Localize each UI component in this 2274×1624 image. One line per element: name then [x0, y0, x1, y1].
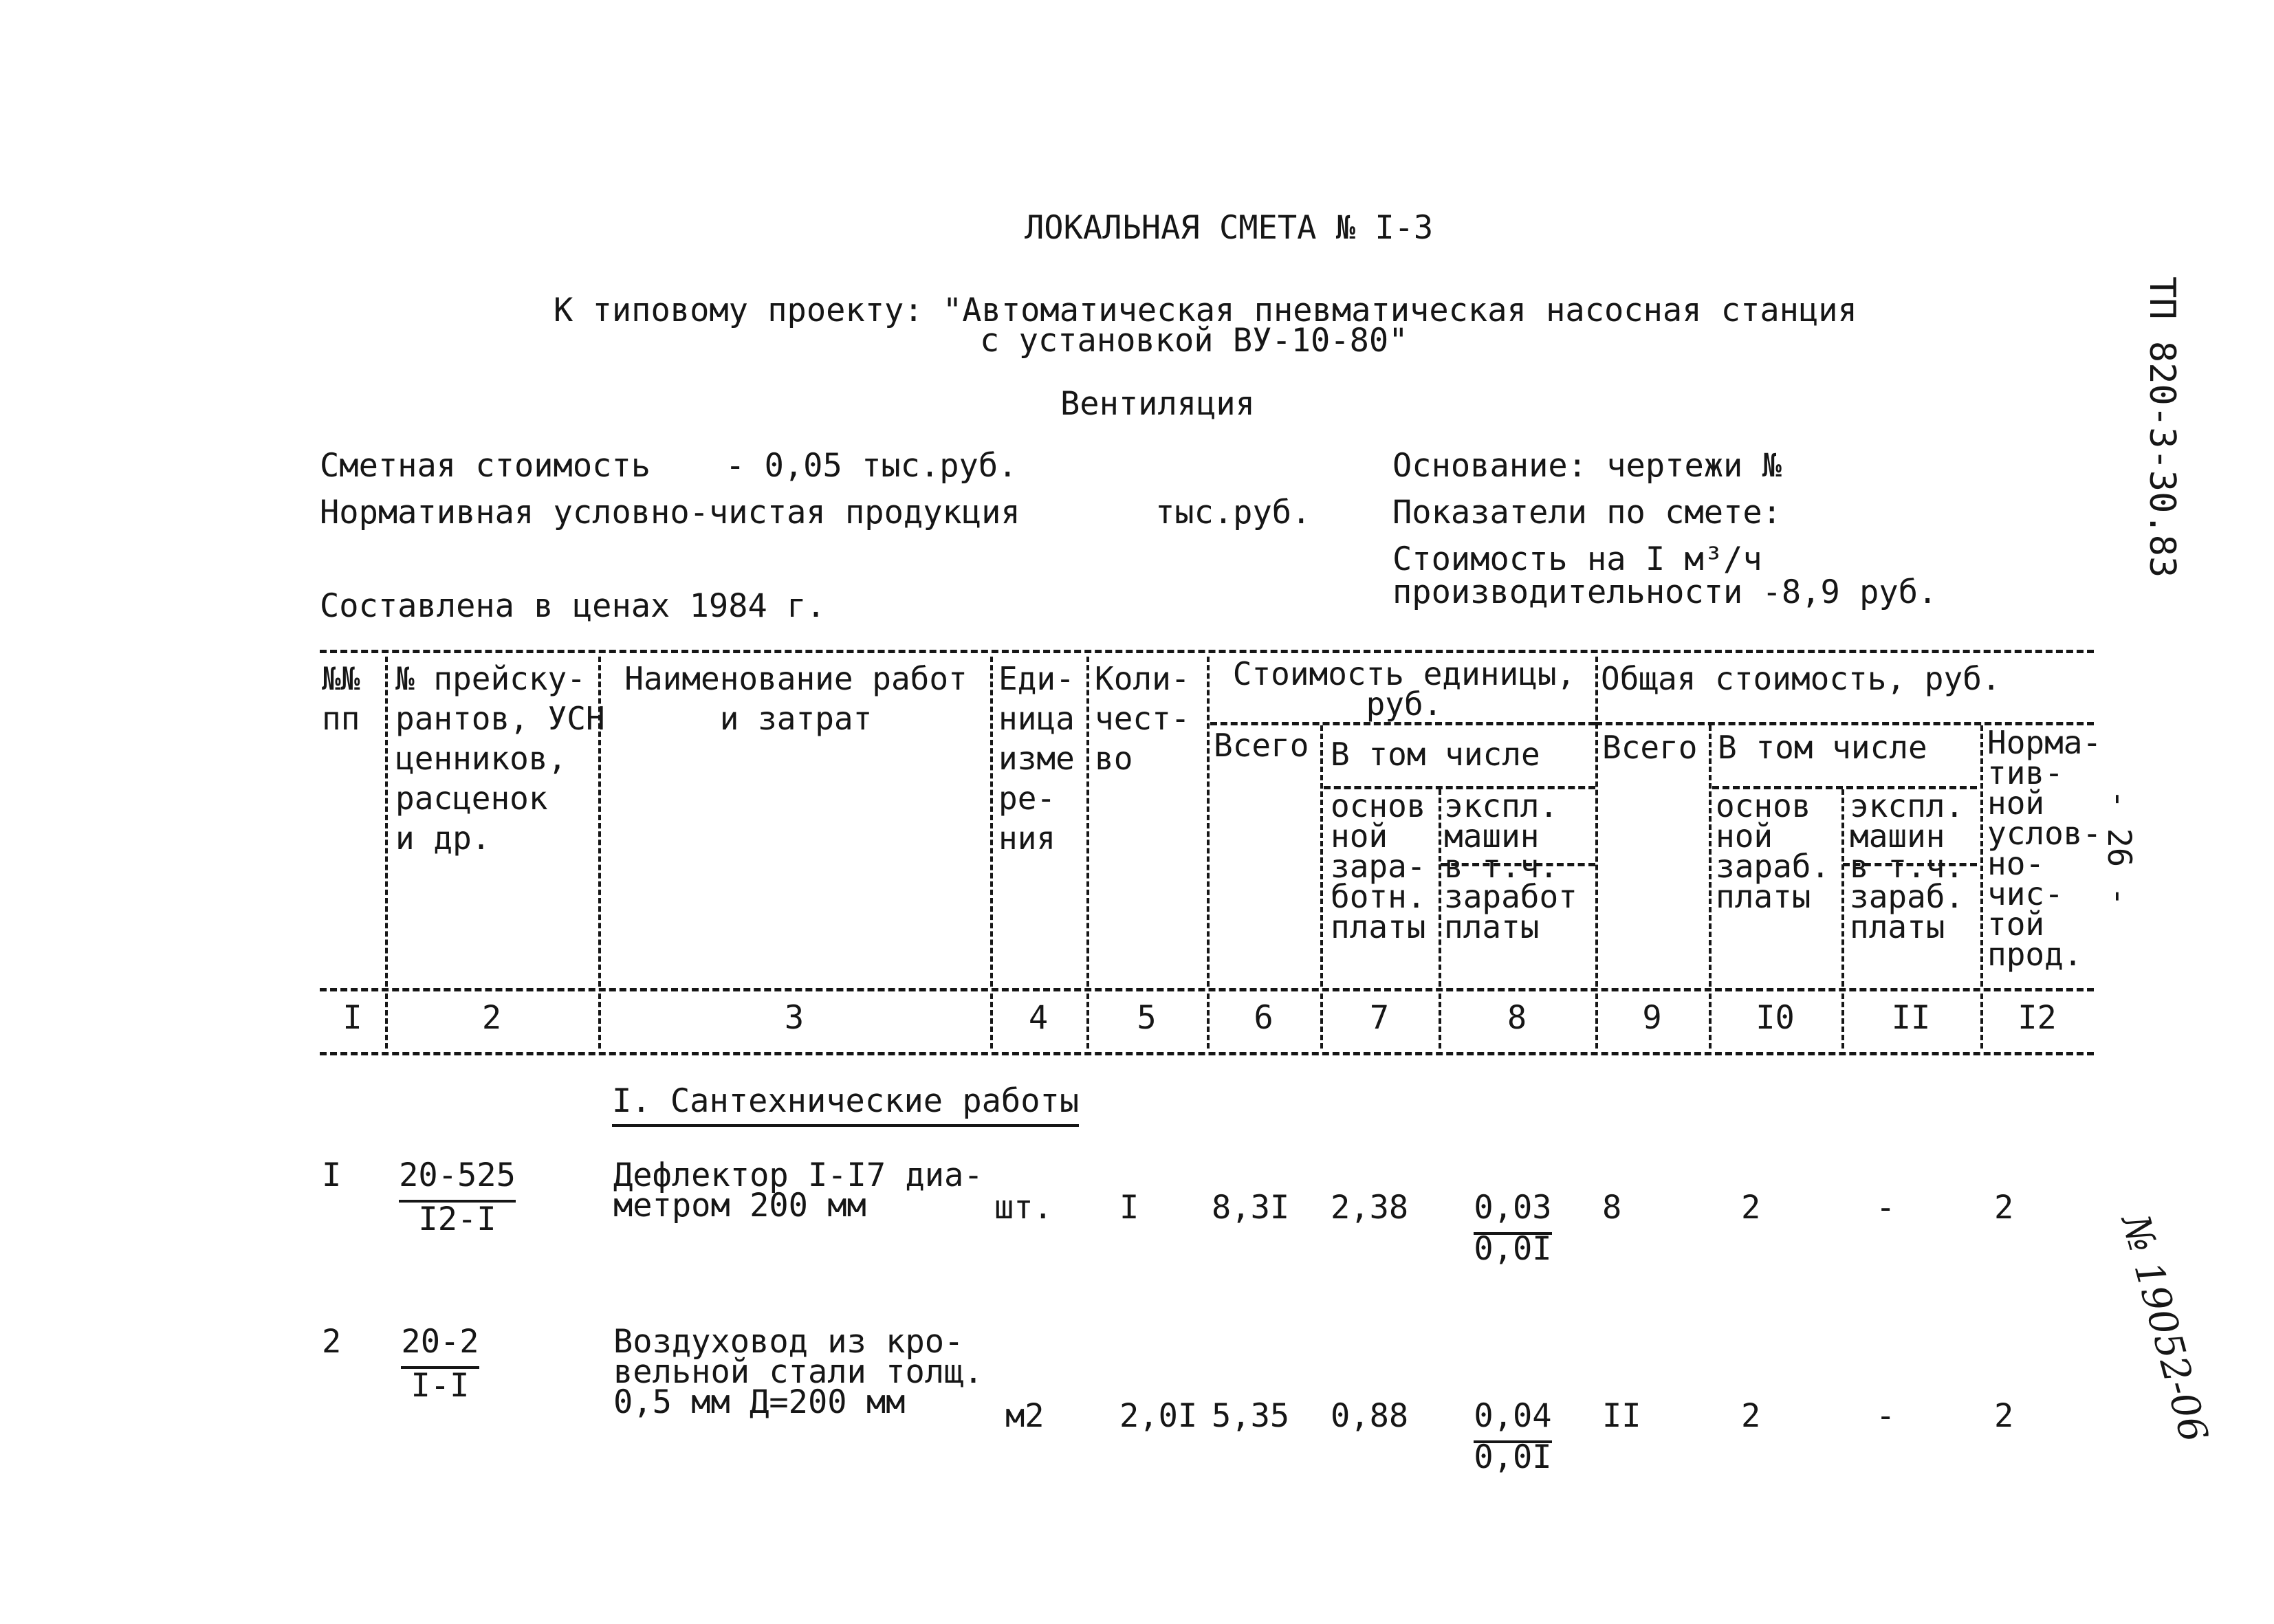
row-unit-wage: 2,38 — [1331, 1189, 1409, 1227]
header-unit-all: Всего — [1214, 727, 1309, 764]
row-unit-machines-top — [1451, 1189, 1575, 1227]
col-number: I0 — [1756, 999, 1795, 1037]
row-total: II — [1602, 1397, 1641, 1435]
estimated-cost-value: - 0,05 тыс.руб. — [725, 447, 1018, 485]
col-divider-10 — [1841, 789, 1844, 987]
header-normative-product: Норма- тив- ной услов- но- чис- той прод. — [1987, 724, 2102, 973]
project-line-2: с установкой ВУ-10-80" — [980, 322, 1408, 360]
header-total-all: Всего — [1602, 729, 1698, 766]
unit-cost-line-2: производительности -8,9 руб. — [1392, 573, 1938, 611]
row-normative-product: 2 — [1994, 1189, 2014, 1227]
row-total-wage: 2 — [1741, 1397, 1761, 1435]
section-title — [612, 1082, 1080, 1120]
row-code-top — [395, 1323, 485, 1361]
page-number: - 26 - — [2100, 789, 2138, 906]
row-unit-machines-bottom: 0,0I — [1474, 1438, 1552, 1476]
handwritten-registration-note: № 19052-06 — [2112, 1210, 2216, 1447]
row-code-top-text: 20-525 — [399, 1156, 516, 1203]
row-total-machines: - — [1876, 1189, 1896, 1227]
document-title: ЛОКАЛЬНАЯ СМЕТА № I-3 — [1025, 209, 1434, 247]
row-unit-machines-top — [1451, 1397, 1575, 1435]
col-number: I2 — [2018, 999, 2057, 1037]
table-top-rule — [320, 650, 2094, 653]
col-divider-11 — [1980, 725, 1983, 987]
row-total: 8 — [1602, 1189, 1622, 1227]
compiled-prices: Составлена в ценах 1984 г. — [320, 587, 826, 625]
col-number: 3 — [784, 999, 805, 1037]
colnum-bottom-rule — [320, 1052, 2094, 1055]
normative-product-unit: тыс.руб. — [1155, 494, 1311, 531]
header-total-base-wage: основ ной зараб. платы — [1716, 787, 1830, 915]
header-total-machines: экспл. машин в т.ч. зараб. платы — [1850, 787, 1965, 945]
col-number: 5 — [1137, 999, 1157, 1037]
row-number: 2 — [322, 1323, 342, 1361]
row-unit: шт. — [994, 1189, 1053, 1227]
row-code-bottom: I2-I — [418, 1200, 496, 1238]
row-number: I — [322, 1156, 342, 1194]
row-total-machines: - — [1876, 1397, 1896, 1435]
col-divider-9 — [1709, 725, 1712, 987]
row-quantity: 2,0I — [1119, 1397, 1198, 1435]
row-unit-machines-bottom: 0,0I — [1474, 1230, 1552, 1268]
col-number: 4 — [1028, 999, 1049, 1037]
header-total-cost-group: Общая стоимость, руб. — [1601, 660, 2001, 697]
col-number: 7 — [1369, 999, 1390, 1037]
header-price-list: № прейску- рантов, УСН ценников, расценок и др. — [395, 660, 605, 857]
header-total-incl: В том числе — [1718, 729, 1927, 766]
header-work-name: Наименование работ и затрат — [624, 660, 967, 737]
row-work-name: Дефлектор I-I7 диа- метром 200 мм — [613, 1156, 983, 1225]
estimate-indicators: Показатели по смете: — [1392, 494, 1782, 531]
col-divider-5 — [1207, 657, 1210, 987]
estimated-cost-label: Сметная стоимость — [320, 447, 651, 485]
row-unit-total: 8,3I — [1212, 1189, 1290, 1227]
col-number: II — [1891, 999, 1931, 1037]
section-title-text: I. Сантехнические работы — [612, 1082, 1079, 1127]
col-divider-3 — [990, 657, 993, 987]
col-number: 2 — [481, 999, 502, 1037]
row-quantity: I — [1119, 1189, 1139, 1227]
row-code-top-text: 20-2 — [401, 1323, 479, 1369]
row-code-top — [395, 1156, 519, 1194]
row-code-bottom: I-I — [411, 1367, 470, 1405]
header-unit: Еди- ница изме ре- ния — [998, 660, 1075, 857]
row-normative-product: 2 — [1994, 1397, 2014, 1435]
col-divider-6 — [1320, 725, 1323, 987]
row-unit: м2 — [1005, 1397, 1045, 1435]
side-project-code: ТП 820-3-30.83 — [2141, 276, 2183, 578]
col-divider-4 — [1086, 657, 1089, 987]
col-number: 9 — [1642, 999, 1662, 1037]
row-unit-wage: 0,88 — [1331, 1397, 1409, 1435]
section-name: Вентиляция — [1060, 385, 1255, 423]
header-bottom-rule — [320, 988, 2094, 991]
normative-product-label: Нормативная условно-чистая продукция — [320, 494, 1020, 531]
col-number: 6 — [1254, 999, 1273, 1037]
header-row-number: №№ пп — [322, 660, 360, 737]
row-unit-total: 5,35 — [1212, 1397, 1290, 1435]
row-unit-machines-top-text: 0,04 — [1474, 1397, 1551, 1443]
header-unit-cost-group: Стоимость единицы, руб. — [1232, 655, 1576, 723]
col-number: I — [342, 999, 362, 1037]
col-divider-1 — [385, 657, 388, 987]
col-number: 8 — [1507, 999, 1527, 1037]
header-quantity: Коли- чест- во — [1095, 660, 1190, 777]
row-work-name: Воздуховод из кро- вельной стали толщ. 0,5 мм Д=200 мм — [613, 1323, 983, 1421]
col-divider-7 — [1439, 789, 1441, 987]
unit-cost-line-1: Стоимость на I м³/ч — [1392, 540, 1762, 578]
row-total-wage: 2 — [1741, 1189, 1761, 1227]
basis-drawings: Основание: чертежи № — [1392, 447, 1782, 485]
project-line-1: К типовому проекту: "Автоматическая пневматическая насосная станция — [554, 292, 1857, 329]
row-unit-machines-top-text: 0,03 — [1474, 1189, 1551, 1235]
header-unit-machines: экспл. машин в т.ч. заработ платы — [1444, 787, 1577, 945]
header-unit-base-wage: основ ной зара- ботн. платы — [1331, 787, 1426, 945]
header-unit-incl: В том числе — [1331, 736, 1540, 773]
